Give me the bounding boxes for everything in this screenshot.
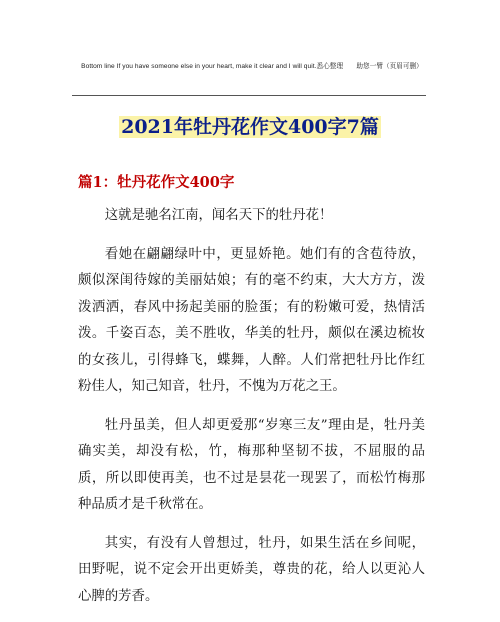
- paragraph: 看她在翩翩绿叶中，更显娇艳。她们有的含苞待放，颇似深闺待嫁的美丽姑娘；有的毫不约束，大大方方，泼泼洒洒，春风中扬起美丽的脸蛋；有的粉嫩可爱，热情活泼。千姿百态，美不胜收，华美的牡丹，颇似在溪边梳妆的女孩儿，引得蜂飞，蝶舞，人醉。人们常把牡丹比作红粉佳人，知己知音，牡丹，不愧为万花之王。: [78, 246, 425, 394]
- paragraph: 其实，有没有人曾想过，牡丹，如果生活在乡间呢，田野呢，说不定会开出更娇美，尊贵的花，给人以更沁人心脾的芳香。: [78, 535, 425, 604]
- paragraph: 牡丹虽美，但人却更爱那“岁寒三友”理由是，牡丹美确实美，却没有松，竹，梅那种坚韧不拔，不屈服的品质，所以即使再美，也不过是昙花一现罢了，而松竹梅那种品质才是千秋常在。: [78, 417, 425, 512]
- section-heading: 篇1：牡丹花作文400字: [78, 174, 235, 191]
- page-header: Bottom line If you have someone else in your heart, make it clear and I will quit.悉心整理 助您一臂（页眉可删）: [81, 63, 423, 70]
- document-title-text: 2021年牡丹花作文400字7篇: [121, 116, 379, 138]
- header-divider: [72, 95, 426, 96]
- document-title: [0, 113, 500, 141]
- document-body: [78, 203, 425, 622]
- paragraph: 这就是驰名江南，闻名天下的牡丹花！: [104, 208, 333, 223]
